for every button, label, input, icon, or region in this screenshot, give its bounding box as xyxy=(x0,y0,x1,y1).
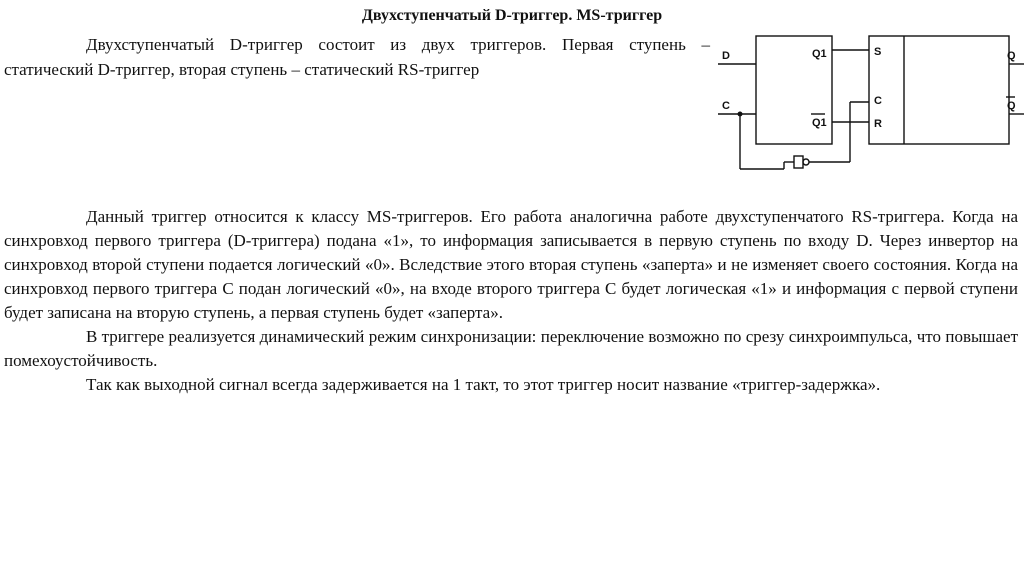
s-label: S xyxy=(874,46,882,58)
c-input-label: C xyxy=(722,100,730,112)
second-c-label: C xyxy=(874,95,882,107)
q1-bar-label: Q1 xyxy=(812,117,827,129)
body-paragraph-2: В триггере реализуется динамический режим синхронизации: переключение возможно по срезу синхроимпульса, что повышает помехоустойчивость. xyxy=(4,327,1018,370)
intro-text xyxy=(4,32,710,82)
body-paragraph-1: Данный триггер относится к классу MS-триггеров. Его работа аналогична работе двухступенчатого RS-триггера. Когда на синхровход первого триггера (D-триггера) подана «1», то информация записывается в первую ступень по входу D. Через инвертор на синхровход второй ступени подается логический «0». Вследствие этого вторая ступень «заперта» и не изменяет своего состояния. Когда на синхровход первого триггера C подан логический «0», на входе второго триггера C будет логическая «1» и информация с первой ступени будет записана на вторую ступень, а первая ступень будет «заперта». xyxy=(4,207,1018,322)
second-stage-block xyxy=(869,36,1009,144)
q1-label: Q1 xyxy=(812,48,827,60)
page-title: Двухступенчатый D-триггер. MS-триггер xyxy=(361,7,663,24)
inverter-bubble xyxy=(803,159,809,165)
q-bar-output-label: Q xyxy=(1007,100,1016,112)
body-paragraph-3: Так как выходной сигнал всегда задерживается на 1 такт, то этот триггер носит название «триггер-задержка». xyxy=(86,375,881,394)
ms-trigger-diagram xyxy=(714,28,1024,188)
d-input-label: D xyxy=(722,50,730,62)
inverter-body xyxy=(794,156,803,168)
body-text xyxy=(4,205,1018,397)
r-label: R xyxy=(874,118,882,130)
q-output-label: Q xyxy=(1007,50,1016,62)
intro-paragraph: Двухступенчатый D-триггер состоит из двух триггеров. Первая ступень – статический D-триггер, вторая ступень – статический RS-триггер xyxy=(4,35,710,79)
